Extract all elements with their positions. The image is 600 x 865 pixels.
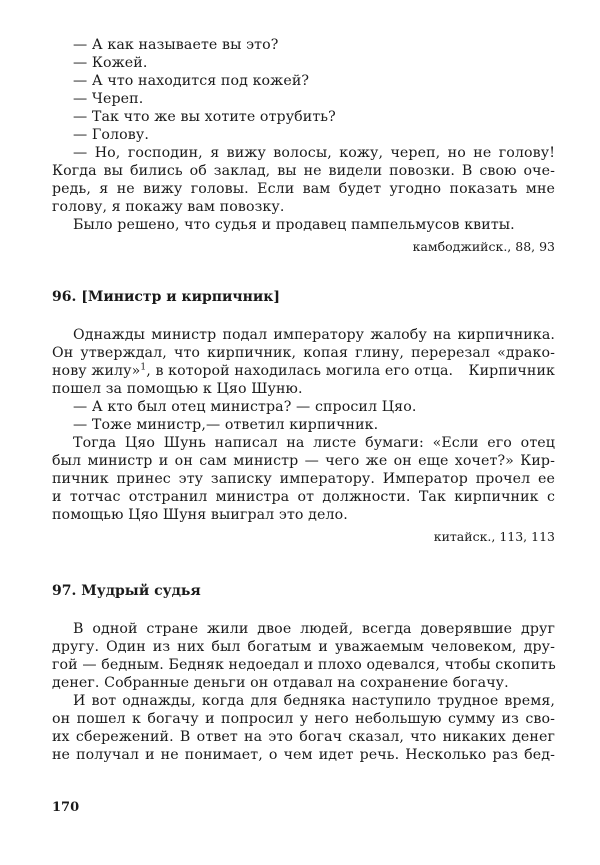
dialogue-line: — А что находится под кожей? bbox=[73, 73, 310, 89]
text-fragment: Кирпичник bbox=[468, 363, 555, 379]
text-line: другу. Один из них был богатым и уважаемым человеком, дру- bbox=[52, 639, 555, 655]
text-line: он пошел к богачу и попросил у него небольшую сумму из сво- bbox=[52, 711, 555, 727]
dialogue-line: — А как называете вы это? bbox=[73, 37, 279, 53]
text-line: и тотчас отстранил министра от должности. Так кирпичник с bbox=[52, 489, 555, 505]
footnote-marker[interactable]: 1 bbox=[140, 362, 147, 373]
text-line: их сбережений. В ответ на это богач сказал, что никаких денег bbox=[52, 729, 555, 745]
text-line: помощью Цяо Шуня выиграл это дело. bbox=[52, 507, 348, 523]
dialogue-line: — Голову. bbox=[73, 127, 149, 143]
paragraph: Было решено, что судья и продавец пампельмусов квиты. bbox=[73, 217, 515, 233]
dialogue-line: — Череп. bbox=[73, 91, 144, 107]
source-citation: камбоджийск., 88, 93 bbox=[412, 239, 555, 254]
text-line: был министр и он сам министр — чего же он еще хочет?» Кир- bbox=[52, 453, 555, 469]
paragraph bbox=[52, 144, 555, 216]
text-line: Когда вы бились об заклад, вы не видели повозки. В свою оче- bbox=[52, 163, 555, 179]
text-line: не получал и не понимает, о чем идет речь. Несколько раз бед- bbox=[52, 747, 555, 763]
text-line: пичник принес эту записку императору. Император прочел ее bbox=[52, 471, 555, 487]
text-line: голову, я покажу вам повозку. bbox=[52, 199, 285, 215]
dialogue-line: — Кожей. bbox=[73, 55, 148, 71]
paragraph bbox=[52, 434, 555, 524]
page-body bbox=[52, 36, 555, 764]
text-fragment: нову жилу»$^1$, в которой находилась могила его отца. bbox=[52, 362, 454, 379]
section-heading-97: 97. Мудрый судья bbox=[52, 583, 201, 599]
text-line: Тогда Цяо Шунь написал на листе бумаги: «Если его отец bbox=[73, 435, 555, 451]
paragraph bbox=[52, 326, 555, 398]
paragraph bbox=[52, 620, 555, 692]
text-line: редь, я не вижу головы. Если вам будет угодно показать мне bbox=[52, 181, 555, 197]
text-line: И вот однажды, когда для бедняка наступило трудное время, bbox=[73, 693, 555, 709]
paragraph bbox=[52, 692, 555, 764]
page-number: 170 bbox=[52, 800, 80, 815]
dialogue-line: — Так что же вы хотите отрубить? bbox=[73, 109, 336, 125]
text-line bbox=[52, 362, 555, 380]
section-heading-96: 96. [Министр и кирпичник] bbox=[52, 289, 281, 305]
text-line: В одной стране жили двое людей, всегда доверявшие друг bbox=[73, 621, 555, 637]
text-line: Он утверждал, что кирпичник, копая глину, перерезал «драко- bbox=[52, 345, 555, 361]
text-line: Однажды министр подал императору жалобу на кирпичника. bbox=[73, 327, 555, 343]
text-line: денег. Собранные деньги он отдавал на сохранение богачу. bbox=[52, 675, 509, 691]
dialogue-line: — Тоже министр,— ответил кирпичник. bbox=[73, 417, 379, 433]
text-line: пошел за помощью к Цяо Шуню. bbox=[52, 381, 303, 397]
text-line: — Но, господин, я вижу волосы, кожу, череп, но не голову! bbox=[73, 145, 555, 161]
dialogue-block bbox=[52, 36, 555, 144]
source-citation: китайск., 113, 113 bbox=[433, 529, 555, 544]
dialogue-line: — А кто был отец министра? — спросил Цяо. bbox=[73, 399, 417, 415]
text-line: гой — бедным. Бедняк недоедал и плохо одевался, чтобы скопить bbox=[52, 657, 556, 673]
